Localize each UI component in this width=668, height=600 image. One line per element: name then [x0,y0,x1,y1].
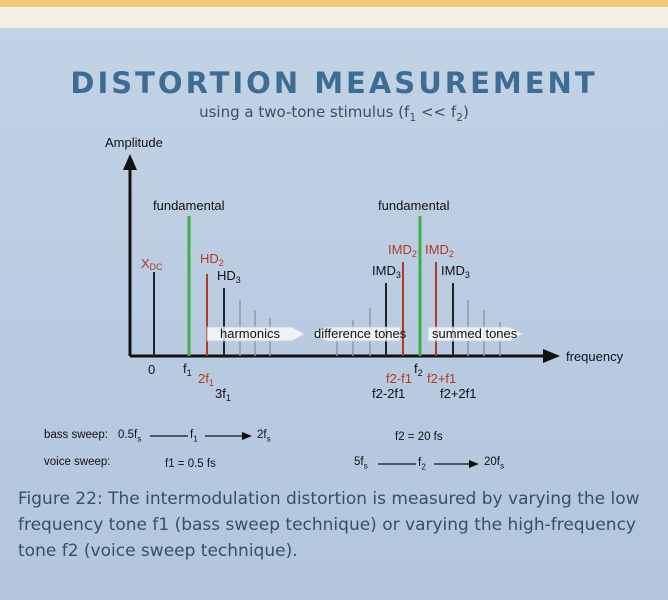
harmonics-label: harmonics [220,326,280,341]
voice-sweep-end: $20f_s$ [484,456,505,471]
bass-sweep-fixed: f2 = 20 fs [395,431,443,443]
x-axis-label: frequency [566,349,624,364]
imd2-right-label: $IMD_2$ [425,242,454,259]
tick-f2-plus-2f1: f2+2f1 [440,386,477,401]
voice-sweep-variable: $f_2$ [418,457,426,472]
bass-sweep-end: $2f_s$ [257,429,271,444]
fundamental-f1-label: fundamental [153,198,225,213]
hd2-label: $HD_2$ [200,251,224,268]
tick-f2: $f_2$ [414,361,423,378]
hd3-label: $HD_3$ [217,268,241,285]
difference-tones-label: difference tones [314,326,407,341]
bass-sweep-arrowhead [242,432,252,440]
voice-sweep-start: $5f_s$ [354,456,368,471]
tick-f2-plus-f1: f2+f1 [427,371,457,386]
voice-sweep-label: voice sweep: [44,456,111,468]
imd3-left-label: $IMD_3$ [372,263,401,280]
tick-f2-minus-f1: f2-f1 [386,371,413,386]
bass-sweep-start: $0.5f_s$ [118,429,142,444]
summed-tones-label: summed tones [432,326,518,341]
bass-sweep-label: bass sweep: [44,429,108,441]
page-subtitle: using a two-tone stimulus $(f_1 << f_2)$ [199,103,469,124]
voice-sweep-fixed: f1 = 0.5 fs [165,458,216,470]
x-axis-arrowhead [543,349,560,363]
imd3-right-label: $IMD_3$ [441,263,470,280]
y-axis-label: Amplitude [105,135,163,150]
xdc-label: XDC [141,256,163,272]
bass-sweep-variable: $f_1$ [190,429,198,444]
tick-3f1: $3f_1$ [215,386,231,403]
figure-caption: Figure 22: The intermodulation distortion is measured by varying the low frequency tone f1 (bass sweep technique) or varying the high-frequency tone f2 (voice sweep technique). [18,489,640,561]
page-title: DISTORTION MEASUREMENT [70,66,598,100]
tick-f2-minus-2f1: f2-2f1 [372,386,406,401]
origin-label: 0 [148,362,156,377]
voice-sweep-arrowhead [469,460,479,468]
tick-f1: $f_1$ [183,361,192,378]
imd2-left-label: $IMD_2$ [388,242,417,259]
fundamental-f2-label: fundamental [378,198,450,213]
y-axis-arrowhead [123,154,137,170]
tick-2f1: $2f_1$ [198,371,214,388]
